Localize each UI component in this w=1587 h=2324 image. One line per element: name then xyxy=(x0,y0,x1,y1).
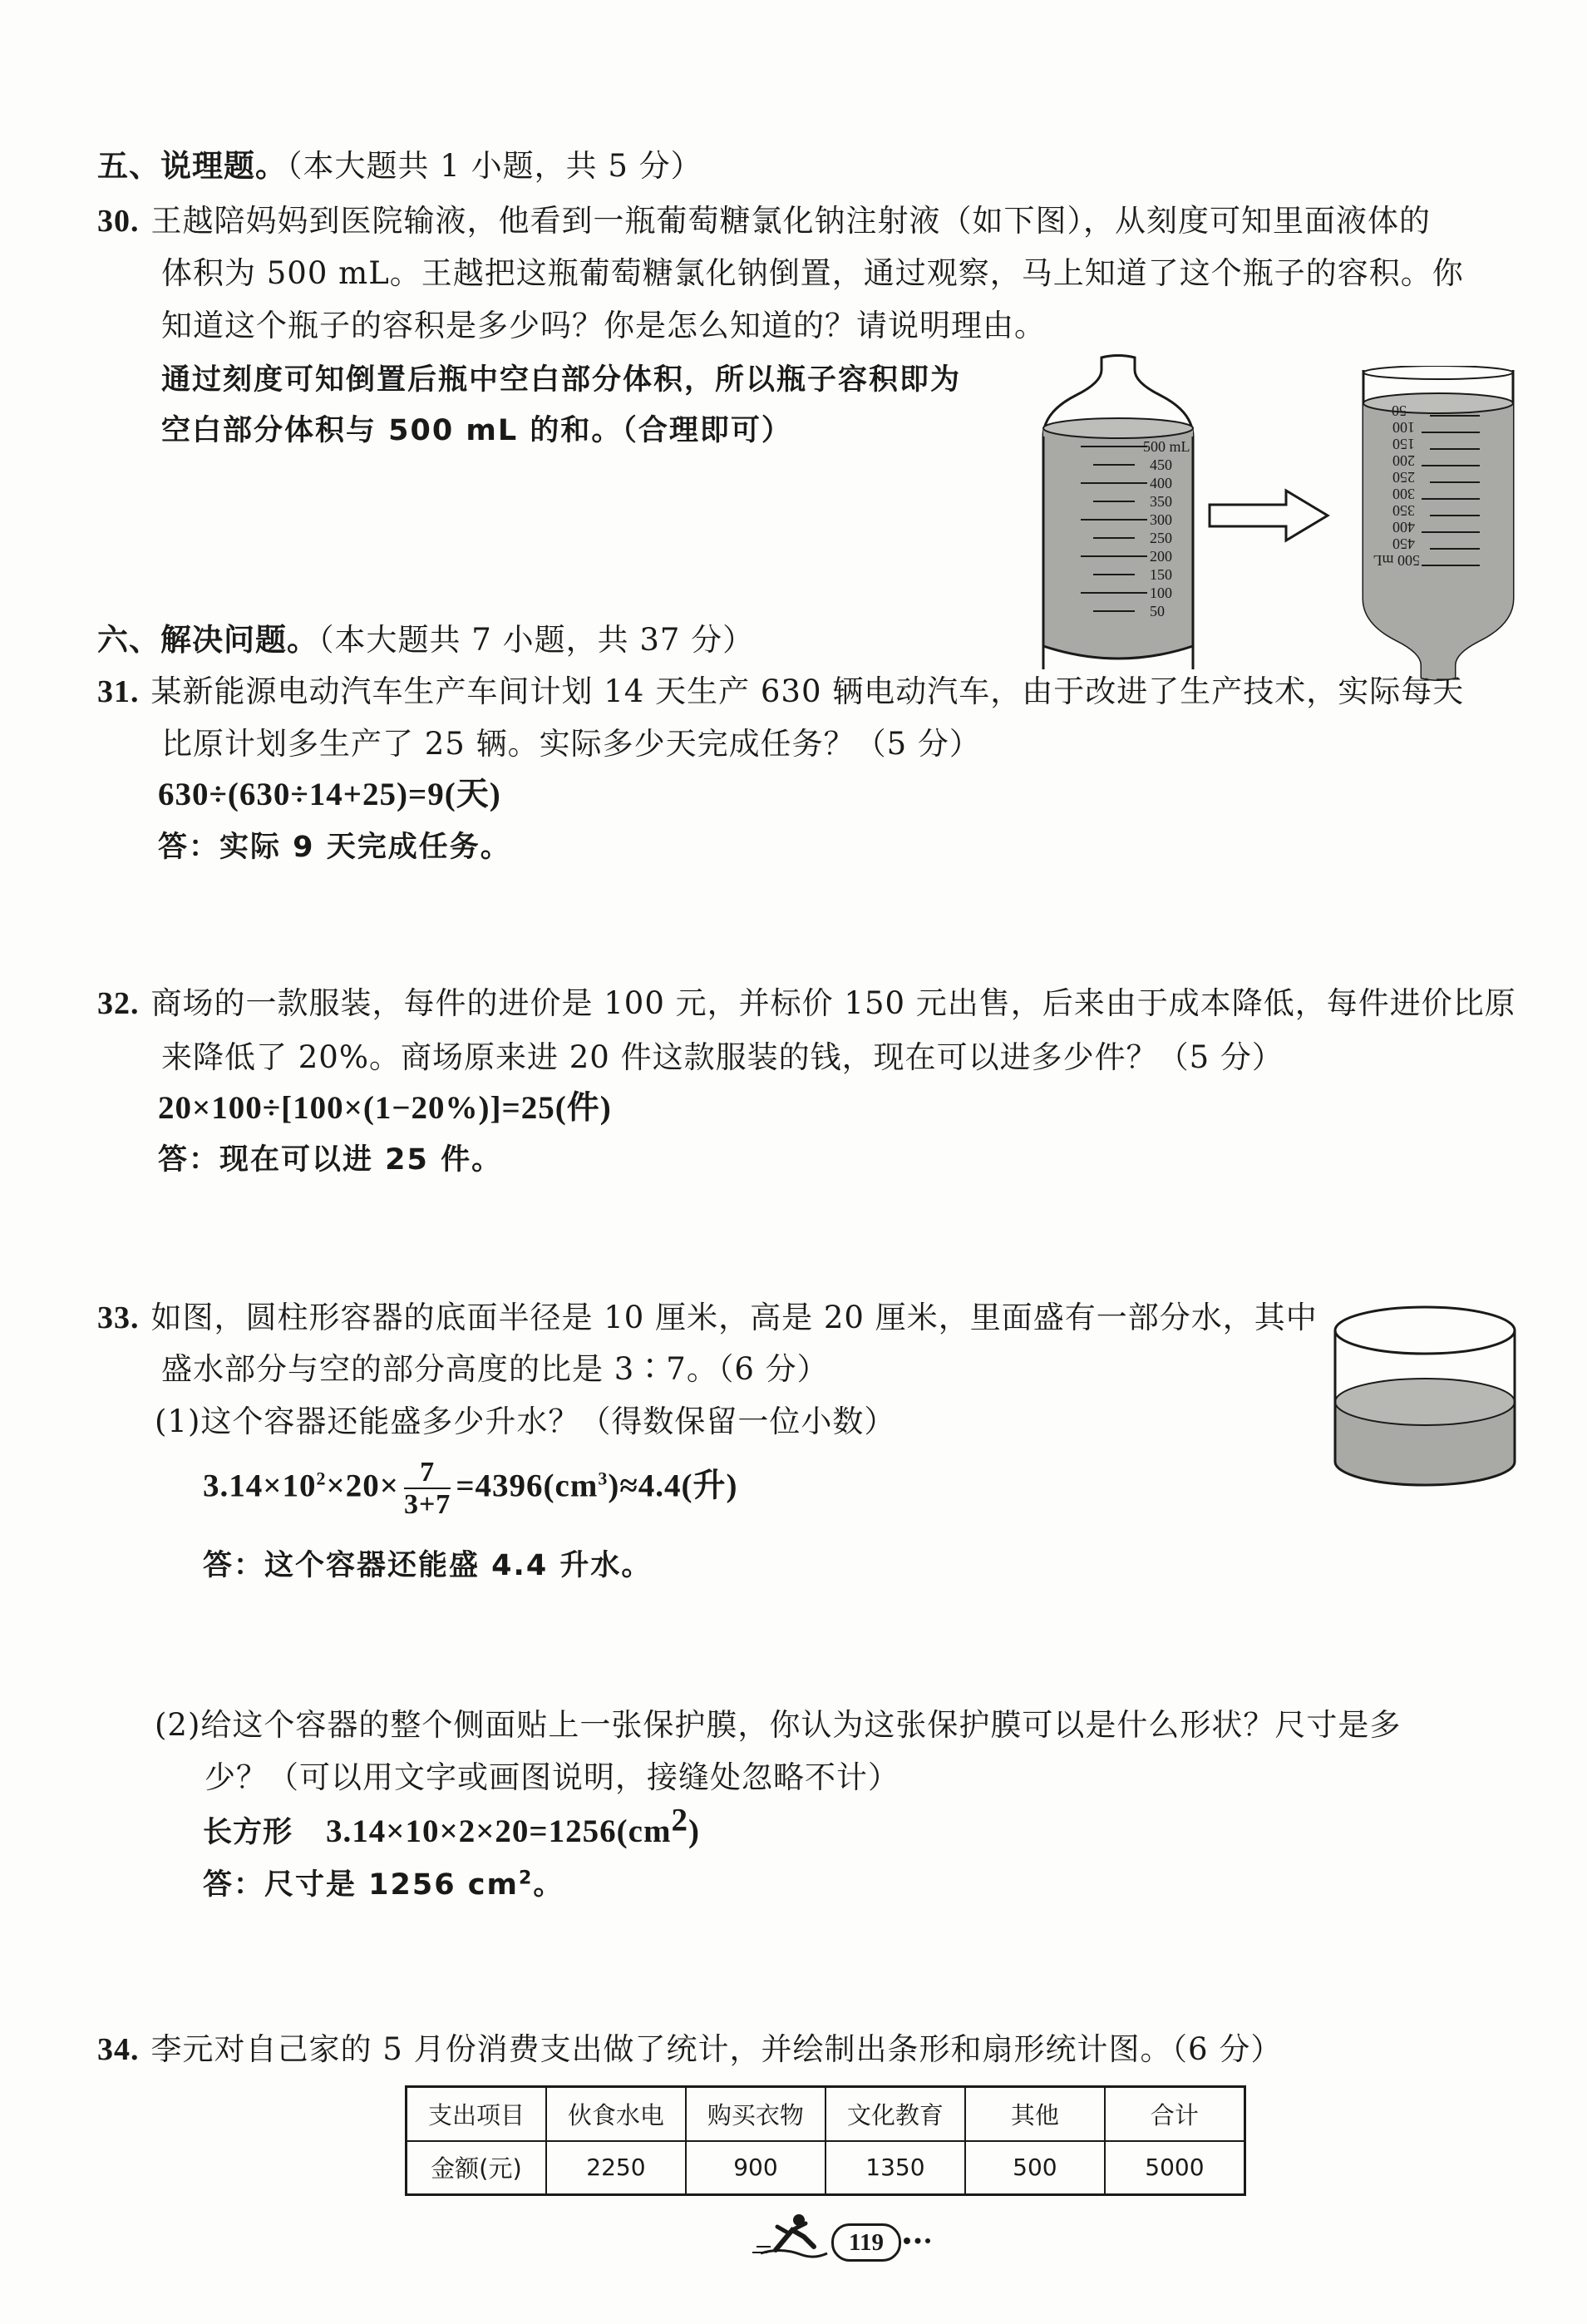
q33-calc1-suffix: =4396(cm xyxy=(456,1468,599,1504)
upright-label: 50 xyxy=(1150,603,1165,619)
q32-calculation: 20×100÷[100×(1−20%)]=25(件) xyxy=(158,1090,612,1126)
table-cell: 900 xyxy=(686,2141,826,2195)
q33-text-1: 如图，圆柱形容器的底面半径是 10 厘米，高是 20 厘米，里面盛有一部分水，其中 xyxy=(150,1300,1318,1335)
fraction-numerator: 7 xyxy=(404,1457,451,1489)
table-cell: 500 xyxy=(965,2141,1105,2195)
inverted-bottle-figure xyxy=(1355,366,1521,682)
q34-number: 34. xyxy=(97,2032,140,2067)
table-cell: 1350 xyxy=(826,2141,965,2195)
q33-calculation-1 xyxy=(203,1457,737,1521)
q33-answer2-exponent: 2 xyxy=(519,1868,534,1889)
q34-text-1: 李元对自己家的 5 月份消费支出做了统计，并绘制出条形和扇形统计图。（6 分） xyxy=(150,2031,1283,2067)
q33-calculation-2 xyxy=(203,1802,700,1852)
inverted-label: 50 xyxy=(1392,402,1407,419)
q30-answer-1: 通过刻度可知倒置后瓶中空白部分体积，所以瓶子容积即为 xyxy=(161,363,962,397)
q30-number: 30. xyxy=(97,204,140,239)
inverted-label-bottom: 500 mL xyxy=(1373,552,1420,569)
q32-number: 32. xyxy=(97,986,140,1021)
table-header-cell: 合计 xyxy=(1105,2087,1245,2141)
q33-calc1-unit-exponent: 3 xyxy=(598,1468,609,1489)
q32-text-1: 商场的一款服装，每件的进价是 100 元，并标价 150 元出售，后来由于成本降低，每件进价比原 xyxy=(150,985,1516,1021)
q33-number: 33. xyxy=(97,1300,140,1335)
inverted-label: 200 xyxy=(1392,452,1415,469)
table-cell: 金额(元) xyxy=(407,2141,546,2195)
q30-line1 xyxy=(97,203,1431,241)
section6-note: （本大题共 7 小题，共 37 分） xyxy=(318,622,755,658)
table-header-cell: 支出项目 xyxy=(407,2087,546,2141)
q33-calc1-end: )≈4.4(升) xyxy=(608,1468,738,1504)
q31-calculation: 630÷(630÷14+25)=9(天) xyxy=(158,777,501,812)
section5-note: （本大题共 1 小题，共 5 分） xyxy=(287,148,702,184)
q31-line1 xyxy=(97,674,1464,712)
upright-label: 300 xyxy=(1150,511,1172,528)
q31-number: 31. xyxy=(97,674,140,709)
q33-answer2-text: 答：尺寸是 1256 cm xyxy=(203,1868,519,1902)
q30-line3: 知道这个瓶子的容积是多少吗？你是怎么知道的？请说明理由。 xyxy=(161,308,1046,343)
upright-label: 450 xyxy=(1150,456,1172,473)
arrow-right-icon xyxy=(1207,486,1332,545)
upright-label-top: 500 mL xyxy=(1143,438,1190,455)
q33-answer-2 xyxy=(203,1868,564,1902)
q30-answer-2: 空白部分体积与 500 mL 的和。（合理即可） xyxy=(161,414,792,447)
q33-calc1-exponent: 2 xyxy=(316,1468,327,1489)
q30-line2: 体积为 500 mL。王越把这瓶葡萄糖氯化钠倒置，通过观察，马上知道了这个瓶子的容积。你 xyxy=(161,255,1464,291)
upright-label: 400 xyxy=(1150,475,1172,491)
table-header-cell: 伙食水电 xyxy=(546,2087,686,2141)
q33-calc1-prefix: 3.14×10 xyxy=(203,1468,317,1504)
table-cell: 5000 xyxy=(1105,2141,1245,2195)
inverted-label: 350 xyxy=(1392,502,1415,519)
page-number: 119 xyxy=(831,2223,901,2262)
q33-answer2-end: 。 xyxy=(533,1868,564,1902)
section6-title: 六、解决问题。 xyxy=(97,622,318,658)
q34-line1 xyxy=(97,2031,1282,2070)
section5-title: 五、说理题。 xyxy=(97,148,287,184)
upright-label: 250 xyxy=(1150,530,1172,546)
table-header-cell: 其他 xyxy=(965,2087,1105,2141)
upright-bottle-figure xyxy=(1035,353,1201,669)
q32-answer: 答：现在可以进 25 件。 xyxy=(158,1143,503,1177)
runner-logo-icon xyxy=(752,2212,831,2262)
inverted-label: 250 xyxy=(1392,469,1415,486)
inverted-label: 100 xyxy=(1392,419,1415,436)
upright-label: 350 xyxy=(1150,493,1172,510)
dots-icon xyxy=(903,2235,936,2247)
q33-shape-answer: 长方形 xyxy=(203,1816,293,1849)
q33-part1: (1)这个容器还能盛多少升水？（得数保留一位小数） xyxy=(155,1404,896,1439)
table-row xyxy=(407,2141,1245,2195)
q33-calc2-exponent: 2 xyxy=(671,1802,688,1838)
q33-calc2: 3.14×10×2×20=1256(cm xyxy=(326,1813,672,1849)
q33-line2: 盛水部分与空的部分高度的比是 3∶7。（6 分） xyxy=(161,1351,829,1387)
q33-answer-1: 答：这个容器还能盛 4.4 升水。 xyxy=(203,1549,653,1582)
q33-calc1-mid: ×20× xyxy=(326,1468,399,1504)
upright-label: 200 xyxy=(1150,548,1172,565)
table-cell: 2250 xyxy=(546,2141,686,2195)
fraction-denominator: 3+7 xyxy=(403,1489,451,1521)
section6-heading xyxy=(97,622,754,659)
inverted-label: 150 xyxy=(1392,436,1415,452)
q33-part2-line1: (2)给这个容器的整个侧面贴上一张保护膜，你认为这张保护膜可以是什么形状？尺寸是多 xyxy=(155,1707,1402,1743)
inverted-label: 300 xyxy=(1392,486,1415,502)
q33-calc1-fraction xyxy=(404,1457,451,1521)
expense-table xyxy=(405,2085,1246,2196)
q31-line2: 比原计划多生产了 25 辆。实际多少天完成任务？（5 分） xyxy=(161,726,981,762)
q33-calc2-end: ) xyxy=(688,1813,700,1849)
table-header-row xyxy=(407,2087,1245,2141)
table-header-cell: 购买衣物 xyxy=(686,2087,826,2141)
q31-answer: 答：实际 9 天完成任务。 xyxy=(158,831,511,864)
upright-label: 100 xyxy=(1150,585,1172,601)
q30-text-1: 王越陪妈妈到医院输液，他看到一瓶葡萄糖氯化钠注射液（如下图），从刻度可知里面液体的 xyxy=(150,203,1431,239)
inverted-label: 400 xyxy=(1392,519,1415,535)
q33-line1 xyxy=(97,1300,1318,1338)
section5-heading xyxy=(97,148,702,185)
q32-line1 xyxy=(97,985,1516,1024)
cylinder-container-figure xyxy=(1328,1304,1521,1490)
upright-label: 150 xyxy=(1150,566,1172,583)
inverted-label: 450 xyxy=(1392,535,1415,552)
q31-text-1: 某新能源电动汽车生产车间计划 14 天生产 630 辆电动汽车，由于改进了生产技术，实际每天 xyxy=(150,674,1465,709)
q32-line2: 来降低了 20%。商场原来进 20 件这款服装的钱，现在可以进多少件？（5 分） xyxy=(161,1039,1284,1075)
table-header-cell: 文化教育 xyxy=(826,2087,965,2141)
q33-part2-line2: 少？（可以用文字或画图说明，接缝处忽略不计） xyxy=(205,1759,899,1795)
